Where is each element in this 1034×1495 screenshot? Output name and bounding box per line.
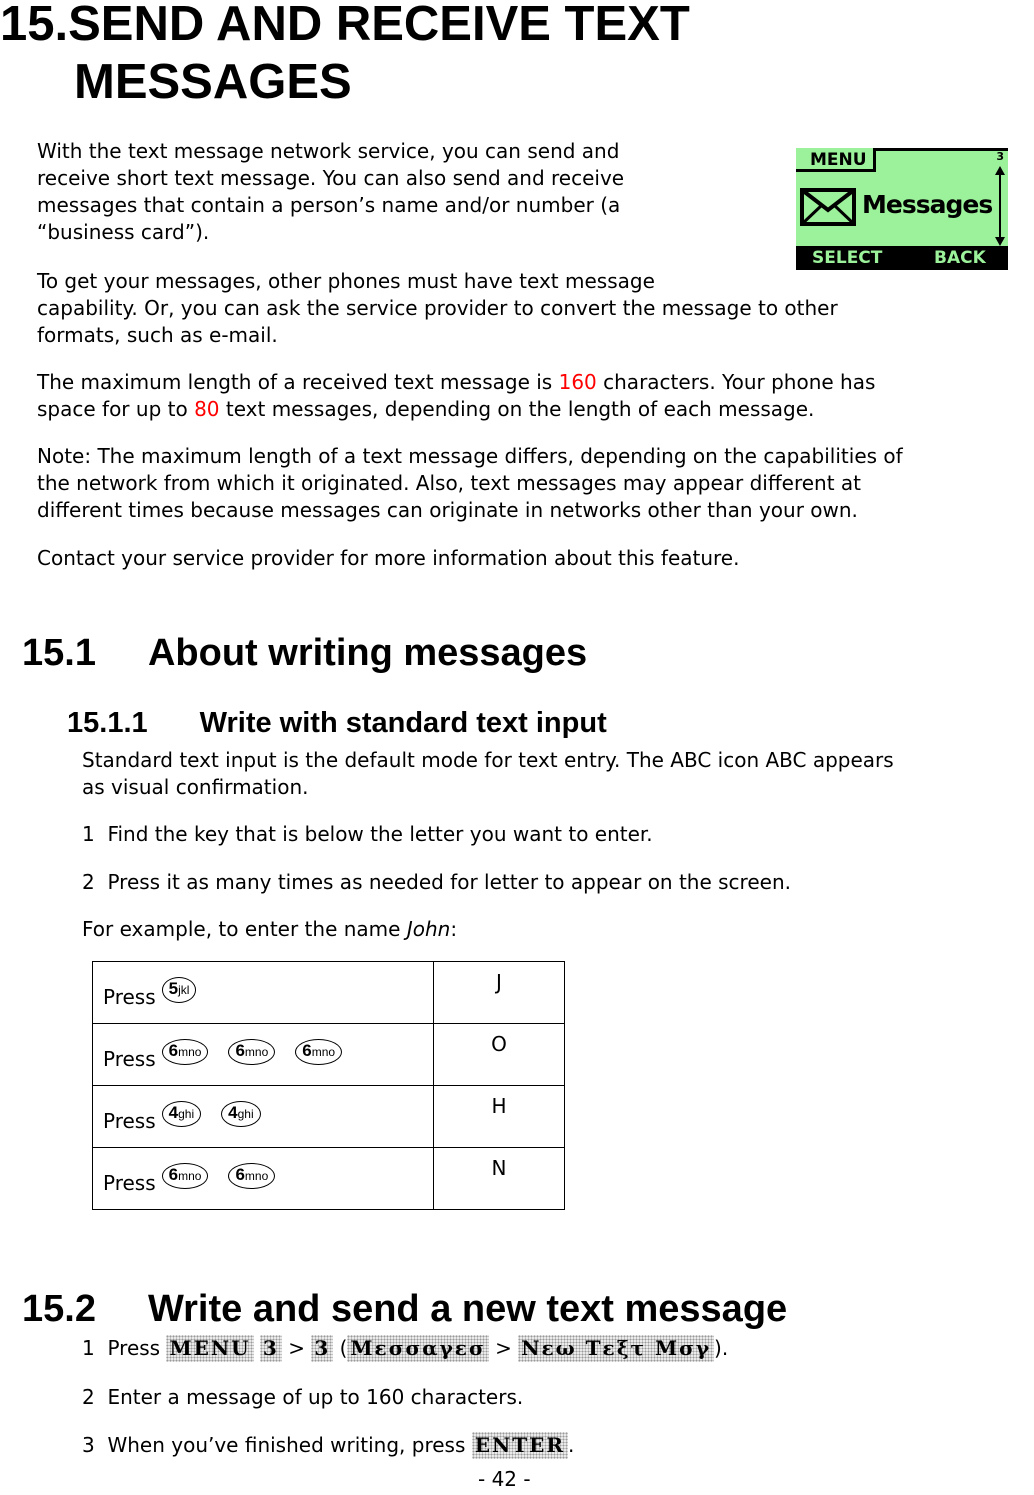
key-6-icon: 6mno xyxy=(228,1039,275,1065)
send-step-3: 3 When you’ve finished writing, press ENTER . xyxy=(82,1433,575,1457)
intro-paragraph-2: To get your messages, other phones must have text message capability. Or, you can ask the service provider to convert the message to other formats, such as e-mail. xyxy=(37,269,838,347)
chapter-title: 15.SEND AND RECEIVE TEXT xyxy=(0,0,690,51)
key-4-icon: 4ghi xyxy=(162,1101,201,1127)
key-4-icon: 4ghi xyxy=(221,1101,260,1127)
table-row: Press 5jkl J xyxy=(93,962,565,1024)
section-heading-15-1: 15.1 About writing messages xyxy=(22,632,588,674)
send-step-2: 2 Enter a message of up to 160 characters. xyxy=(82,1385,524,1409)
table-row: Press 4ghi 4ghi H xyxy=(93,1086,565,1148)
standard-input-paragraph: Standard text input is the default mode for text entry. The ABC icon ABC appears as visual confirmation. xyxy=(82,748,894,799)
key-3-label: 3 xyxy=(260,1335,282,1362)
phone-screen-illustration xyxy=(796,148,1008,270)
messages-label: Messages xyxy=(862,190,993,219)
messages-menu-label: Μεσσαγεσ xyxy=(347,1335,488,1362)
section-heading-15-1-1: 15.1.1 Write with standard text input xyxy=(67,707,607,739)
intro-paragraph-3: The maximum length of a received text message is 160 characters. Your phone has space for up to 80 text messages, depending on the length of each message. xyxy=(37,370,876,421)
key-6-icon: 6mno xyxy=(228,1163,275,1189)
chapter-title-line2: MESSAGES xyxy=(74,55,352,109)
key-6-icon: 6mno xyxy=(162,1039,209,1065)
send-step-1: 1 Press MENU 3 > 3 ( Μεσσαγεσ > Νεω Τεξτ Μσγ ). xyxy=(82,1336,729,1360)
note-paragraph: Note: The maximum length of a text message differs, depending on the capabilities of the network from which it originated. Also, text messages may appear different at different times because messages can originate in networks other than your own. xyxy=(37,444,903,522)
intro-paragraph-1: With the text message network service, you can send and receive short text message. You can also send and receive messages that contain a person’s name and/or number (a “business card”). xyxy=(37,139,625,244)
envelope-icon xyxy=(800,188,856,226)
new-text-msg-menu-label: Νεω Τεξτ Μσγ xyxy=(518,1335,714,1362)
key-6-icon: 6mno xyxy=(295,1039,342,1065)
menu-label: MENU xyxy=(810,150,867,170)
contact-paragraph: Contact your service provider for more information about this feature. xyxy=(37,546,740,570)
key-press-table xyxy=(92,961,565,1210)
step-2: 2 Press it as many times as needed for letter to appear on the screen. xyxy=(82,870,791,894)
table-row: Press 6mno 6mno N xyxy=(93,1148,565,1210)
table-row: Press 6mno 6mno 6mno O xyxy=(93,1024,565,1086)
step-1: 1 Find the key that is below the letter you want to enter. xyxy=(82,822,653,846)
back-softkey-label: BACK xyxy=(934,248,986,268)
enter-key-label: ENTER xyxy=(472,1432,568,1459)
scroll-arrows-icon xyxy=(994,166,1006,246)
page-number-indicator: 3 xyxy=(996,150,1004,163)
menu-key-label: MENU xyxy=(166,1335,253,1362)
max-messages-value: 80 xyxy=(194,397,220,421)
section-heading-15-2: 15.2 Write and send a new text message xyxy=(22,1288,788,1330)
key-3-label: 3 xyxy=(311,1335,333,1362)
page-number: - 42 - xyxy=(478,1467,531,1491)
max-chars-value: 160 xyxy=(558,370,597,394)
key-5-icon: 5jkl xyxy=(162,977,197,1003)
example-text: For example, to enter the name John: xyxy=(82,917,458,941)
select-softkey-label: SELECT xyxy=(812,248,883,268)
key-6-icon: 6mno xyxy=(162,1163,209,1189)
